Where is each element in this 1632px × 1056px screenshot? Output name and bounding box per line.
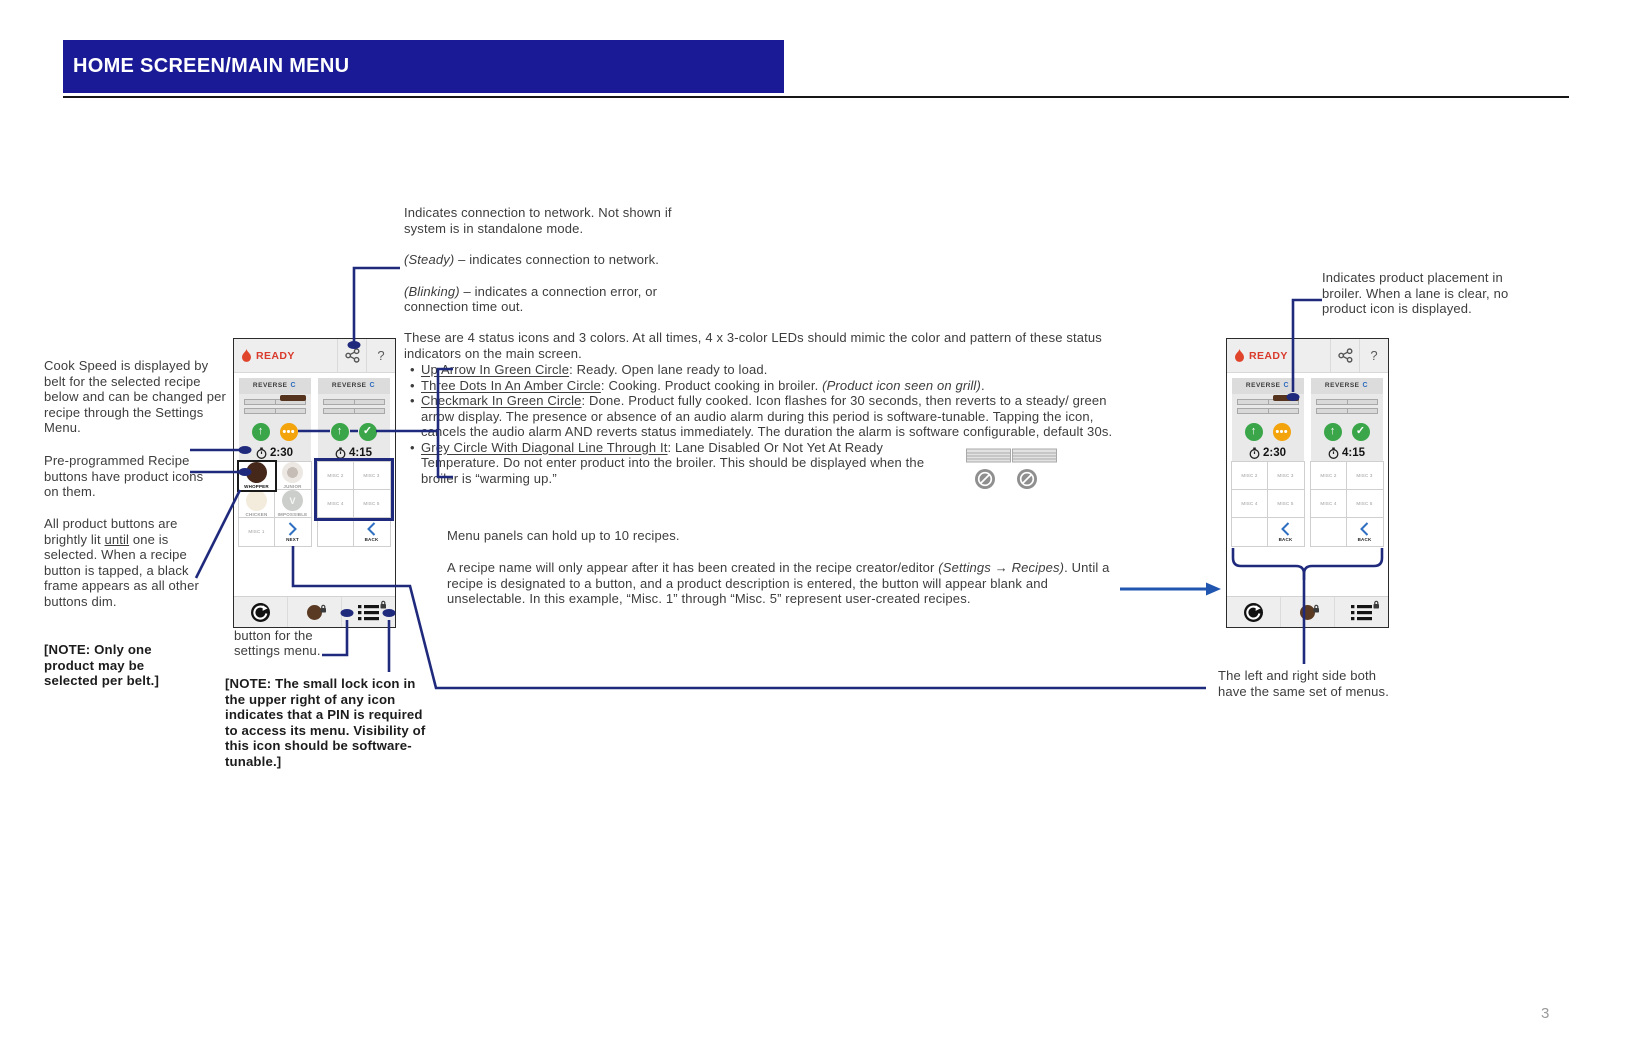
- product-buttons-annotation: All product buttons are brightly lit until one is selected. When a recipe button is tapped, a black frame appears as all other buttons dim.: [44, 516, 199, 609]
- network-share-icon[interactable]: [1330, 339, 1359, 372]
- clean-cycle-icon: [1243, 602, 1264, 623]
- cook-timer: [1311, 444, 1383, 462]
- cook-time: 4:15: [348, 446, 373, 459]
- ready-up-arrow-icon[interactable]: ↑: [331, 423, 349, 441]
- lock-icon: [379, 600, 387, 609]
- recipe-button-whopper[interactable]: WHOPPER: [239, 462, 275, 490]
- section-header: [63, 40, 784, 93]
- recipe-button-misc5[interactable]: MISC 5: [354, 490, 390, 518]
- settings-button[interactable]: [1334, 597, 1388, 627]
- cook-time: 2:30: [269, 446, 294, 459]
- cook-time: 4:15: [1341, 446, 1366, 459]
- callout-network-line: [354, 268, 400, 344]
- help-button[interactable]: ?: [366, 339, 395, 372]
- recipe-button-misc3[interactable]: MISC 3: [1347, 462, 1383, 490]
- status-bar: [1227, 339, 1388, 373]
- recipe-button-misc2[interactable]: MISC 2: [1311, 462, 1347, 490]
- lock-icon: [1372, 600, 1380, 609]
- menu-capacity-annotation: Menu panels can hold up to 10 recipes.: [447, 528, 680, 543]
- status-bullet-disabled: • Grey Circle With Diagonal Line Through It: Lane Disabled Or Not Yet At Ready Temperature. Do not enter product into the broiler. This should be displayed when the broiler is “warming up.”: [404, 440, 933, 487]
- recipe-button-misc4[interactable]: MISC 4: [318, 490, 354, 518]
- burger-icon: [246, 462, 267, 483]
- cycle-icon: C: [369, 382, 376, 389]
- cycle-icon: C: [1283, 382, 1290, 389]
- blinking-label: (Blinking): [404, 283, 460, 299]
- settings-list-icon: [358, 604, 379, 621]
- cycle-icon: C: [1362, 382, 1369, 389]
- lane-disabled-icon: [974, 468, 996, 490]
- header-rule: [63, 96, 1569, 98]
- empty-cell: [318, 518, 354, 546]
- stopwatch-icon: [335, 447, 346, 459]
- chicken-patty-icon: [246, 490, 267, 511]
- belt-graphic: [1311, 394, 1383, 420]
- right-belt-panel: [1311, 378, 1383, 546]
- lock-icon: [1312, 604, 1320, 613]
- back-page-button[interactable]: BACK: [1347, 518, 1383, 546]
- recipe-button-misc3[interactable]: MISC 3: [1268, 462, 1304, 490]
- recipe-button-misc4[interactable]: MISC 4: [1232, 490, 1268, 518]
- note-one-product: [NOTE: Only one product may be selected per belt.]: [44, 642, 159, 688]
- flame-icon: [241, 349, 252, 363]
- done-checkmark-icon[interactable]: ✓: [1352, 423, 1370, 441]
- cooking-dots-icon[interactable]: [1273, 423, 1291, 441]
- page-title: HOME SCREEN/MAIN MENU: [73, 55, 350, 77]
- reverse-button[interactable]: REVERSE C: [1232, 378, 1304, 394]
- product-menu-button[interactable]: [1280, 597, 1334, 627]
- recipe-button-misc4[interactable]: MISC 4: [1311, 490, 1347, 518]
- chevron-left-icon: [1360, 522, 1369, 536]
- recipe-button-chicken[interactable]: CHICKEN: [239, 490, 275, 518]
- cooking-dots-icon[interactable]: [280, 423, 298, 441]
- recipe-button-misc2[interactable]: MISC 2: [318, 462, 354, 490]
- ready-status-label: READY: [1249, 349, 1288, 362]
- recipe-button-impossible[interactable]: V IMPOSSIBLE: [275, 490, 311, 518]
- reverse-button[interactable]: REVERSE C: [1311, 378, 1383, 394]
- status-intro: These are 4 status icons and 3 colors. At all times, 4 x 3-color LEDs should mimic the color and pattern of these status indicators on the main screen.: [404, 330, 1102, 361]
- back-page-button[interactable]: BACK: [354, 518, 390, 546]
- settings-button[interactable]: [341, 597, 395, 627]
- recipe-name-annotation: A recipe name will only appear after it has been created in the recipe creator/editor (Settings → Recipes). Until a recipe is designated to a button, and a product description is entered, the button will appear blank and unselectable. In this example, “Misc. 1” through “Misc. 5” represent user-created recipes.: [447, 560, 1110, 606]
- cook-timer: [239, 444, 311, 462]
- recipe-button-misc2[interactable]: MISC 2: [1232, 462, 1268, 490]
- clean-cycle-icon: [250, 602, 271, 623]
- left-belt-panel: [1232, 378, 1304, 546]
- product-menu-button[interactable]: [287, 597, 341, 627]
- settings-list-icon: [1351, 604, 1372, 621]
- cycle-icon: C: [290, 382, 297, 389]
- steady-label: (Steady): [404, 252, 455, 267]
- right-belt-panel: [318, 378, 390, 546]
- belt-graphic: [318, 394, 390, 420]
- lane-disabled-icon: [1016, 468, 1038, 490]
- belt-lines-icon: [966, 448, 1058, 464]
- chevron-left-icon: [367, 522, 376, 536]
- lock-icon: [319, 604, 327, 613]
- recipe-button-junior[interactable]: JUNIOR: [275, 462, 311, 490]
- flame-icon: [1234, 349, 1245, 363]
- recipe-grid: [1311, 462, 1383, 546]
- stopwatch-icon: [256, 447, 267, 459]
- left-belt-panel: [239, 378, 311, 546]
- recipe-button-misc3[interactable]: MISC 3: [354, 462, 390, 490]
- network-annotation: Indicates connection to network. Not shown if system is in standalone mode. (Steady) – indicates connection to network. (Blinking) – indicates a connection error, or connection time out.: [404, 205, 694, 315]
- page-number: 3: [1541, 1005, 1550, 1022]
- arrow-head-icon: [1206, 583, 1221, 596]
- empty-cell: [1232, 518, 1268, 546]
- product-on-belt: [1273, 395, 1299, 401]
- done-checkmark-icon[interactable]: ✓: [359, 423, 377, 441]
- bottom-toolbar: [234, 596, 395, 627]
- reverse-button[interactable]: REVERSE C: [318, 378, 390, 394]
- recipe-button-misc5[interactable]: MISC 5: [1268, 490, 1304, 518]
- recipe-grid: [318, 462, 390, 546]
- cook-timer: [318, 444, 390, 462]
- product-placement-annotation: Indicates product placement in broiler. When a lane is clear, no product icon is displayed.: [1322, 270, 1509, 316]
- ready-up-arrow-icon[interactable]: ↑: [1245, 423, 1263, 441]
- back-page-button[interactable]: BACK: [1268, 518, 1304, 546]
- belt-graphic: [1232, 394, 1304, 420]
- home-screen-right-device: [1226, 338, 1389, 628]
- cook-time: 2:30: [1262, 446, 1287, 459]
- veggie-patty-icon: [282, 490, 303, 511]
- clean-mode-button[interactable]: [234, 597, 287, 627]
- status-bullet-cooking: • Three Dots In An Amber Circle: Cooking. Product cooking in broiler. (Product icon seen on grill).: [404, 378, 1120, 394]
- network-line: Indicates connection to network. Not shown if system is in standalone mode.: [404, 205, 672, 236]
- tap-settings-annotation: button for the settings menu.: [234, 627, 321, 658]
- recipe-grid: [239, 462, 311, 546]
- ready-status-label: READY: [256, 349, 295, 362]
- preprogrammed-annotation: Pre-programmed Recipe buttons have product icons on them.: [44, 453, 204, 499]
- recipe-button-misc5[interactable]: MISC 5: [1347, 490, 1383, 518]
- ready-up-arrow-icon[interactable]: ↑: [1324, 423, 1342, 441]
- empty-cell: [1311, 518, 1347, 546]
- belt-graphic: [239, 394, 311, 420]
- chevron-right-icon: [288, 522, 297, 536]
- cook-speed-annotation: Cook Speed is displayed by belt for the selected recipe below and can be changed per recipe through the Settings Menu.: [44, 358, 227, 435]
- home-screen-left-device: [233, 338, 396, 628]
- bottom-toolbar: [1227, 596, 1388, 627]
- status-bullet-done: • Checkmark In Green Circle: Done. Product fully cooked. Icon flashes for 30 seconds, then reverts to a steady/ green arrow display. The presence or absence of an audio alarm during this period is software-tunable. Tapping the icon, cancels the audio alarm AND reverts status immediately. The duration the alarm is software configurable, default 30s.: [404, 393, 1120, 440]
- network-share-icon[interactable]: [337, 339, 366, 372]
- chevron-left-icon: [1281, 522, 1290, 536]
- stopwatch-icon: [1328, 447, 1339, 459]
- cook-timer: [1232, 444, 1304, 462]
- next-page-button[interactable]: NEXT: [275, 518, 311, 546]
- status-bar: [234, 339, 395, 373]
- note-lock-icon: [NOTE: The small lock icon in the upper right of any icon indicates that a PIN is required to access its menu. Visibility of this icon should be software-tunable.]: [225, 676, 426, 769]
- ready-up-arrow-icon[interactable]: ↑: [252, 423, 270, 441]
- reverse-button[interactable]: REVERSE C: [239, 378, 311, 394]
- recipe-button-misc1[interactable]: MISC 1: [239, 518, 275, 546]
- recipe-grid: [1232, 462, 1304, 546]
- stopwatch-icon: [1249, 447, 1260, 459]
- disabled-lane-illustration: [966, 448, 1076, 498]
- product-on-belt: [280, 395, 306, 401]
- help-button[interactable]: ?: [1359, 339, 1388, 372]
- burger-small-icon: [282, 462, 303, 483]
- status-bullet-ready: • Up Arrow In Green Circle: Ready. Open lane ready to load.: [404, 362, 1120, 378]
- clean-mode-button[interactable]: [1227, 597, 1280, 627]
- same-menus-annotation: The left and right side both have the same set of menus.: [1218, 668, 1389, 699]
